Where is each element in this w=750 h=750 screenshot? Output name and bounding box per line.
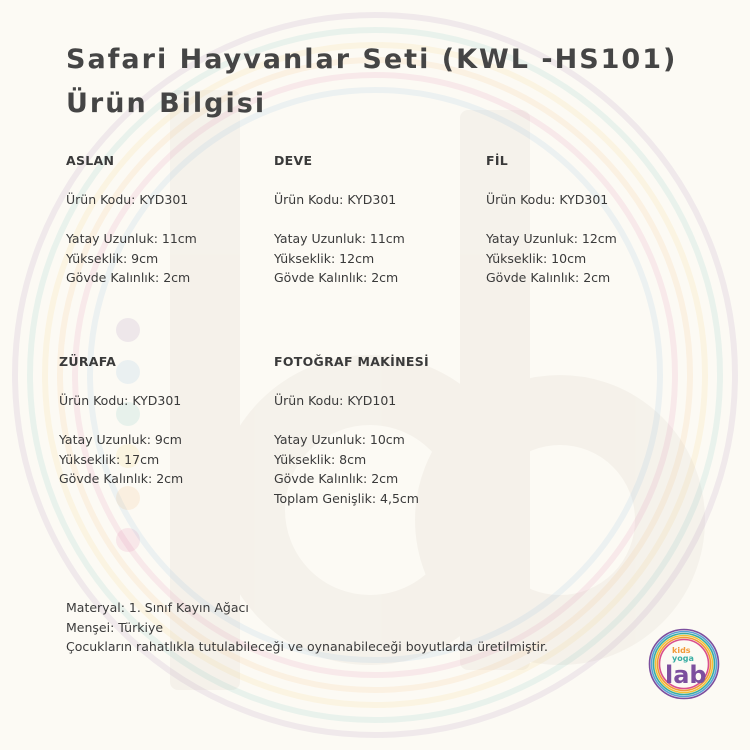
product-code: Ürün Kodu: KYD301	[486, 192, 609, 207]
spec-height: Yükseklik: 10cm	[486, 250, 587, 266]
product-code: Ürün Kodu: KYD101	[274, 393, 397, 408]
spec-thickness: Gövde Kalınlık: 2cm	[274, 270, 399, 285]
spec-thickness: Gövde Kalınlık: 2cm	[486, 270, 611, 285]
size-note-text: Çocukların rahatlıkla tutulabileceği ve oynanabileceği boyutlarda üretilmiştir.	[66, 639, 548, 654]
page-subtitle: Ürün Bilgisi	[66, 88, 267, 119]
spec-total-width: Toplam Genişlik: 4,5cm	[274, 490, 419, 506]
product-name: FOTOĞRAF MAKİNESİ	[274, 354, 429, 369]
product-fil	[486, 151, 617, 288]
logo-text-yoga: yoga	[672, 654, 694, 663]
product-name: FİL	[486, 153, 509, 168]
footer-info	[66, 598, 548, 657]
spec-width: Yatay Uzunluk: 9cm	[59, 432, 182, 447]
product-name: ASLAN	[66, 153, 115, 168]
spec-width: Yatay Uzunluk: 11cm	[274, 231, 405, 246]
product-code: Ürün Kodu: KYD301	[59, 393, 182, 408]
product-deve	[274, 151, 405, 288]
spec-height: Yükseklik: 17cm	[59, 451, 160, 467]
logo-text-kids: kids	[672, 646, 691, 655]
spec-width: Yatay Uzunluk: 11cm	[66, 231, 197, 246]
spec-thickness: Gövde Kalınlık: 2cm	[274, 471, 399, 486]
spec-height: Yükseklik: 12cm	[274, 250, 375, 266]
kids-yoga-lab-logo	[648, 628, 720, 700]
product-aslan	[66, 151, 197, 288]
spec-height: Yükseklik: 9cm	[66, 250, 159, 266]
logo-text-lab: lab	[665, 661, 707, 689]
product-code: Ürün Kodu: KYD301	[274, 192, 397, 207]
page-title: Safari Hayvanlar Seti (KWL -HS101)	[66, 44, 678, 75]
product-fotograf-makinesi	[274, 352, 429, 508]
material-text: Materyal: 1. Sınıf Kayın Ağacı	[66, 600, 249, 615]
spec-thickness: Gövde Kalınlık: 2cm	[66, 270, 191, 285]
spec-width: Yatay Uzunluk: 10cm	[274, 432, 405, 447]
product-zurafa	[59, 352, 183, 489]
origin-text: Menşei: Türkiye	[66, 619, 164, 635]
spec-height: Yükseklik: 8cm	[274, 451, 367, 467]
spec-thickness: Gövde Kalınlık: 2cm	[59, 471, 184, 486]
product-name: DEVE	[274, 153, 313, 168]
spec-width: Yatay Uzunluk: 12cm	[486, 231, 617, 246]
product-code: Ürün Kodu: KYD301	[66, 192, 189, 207]
product-name: ZÜRAFA	[59, 354, 117, 369]
